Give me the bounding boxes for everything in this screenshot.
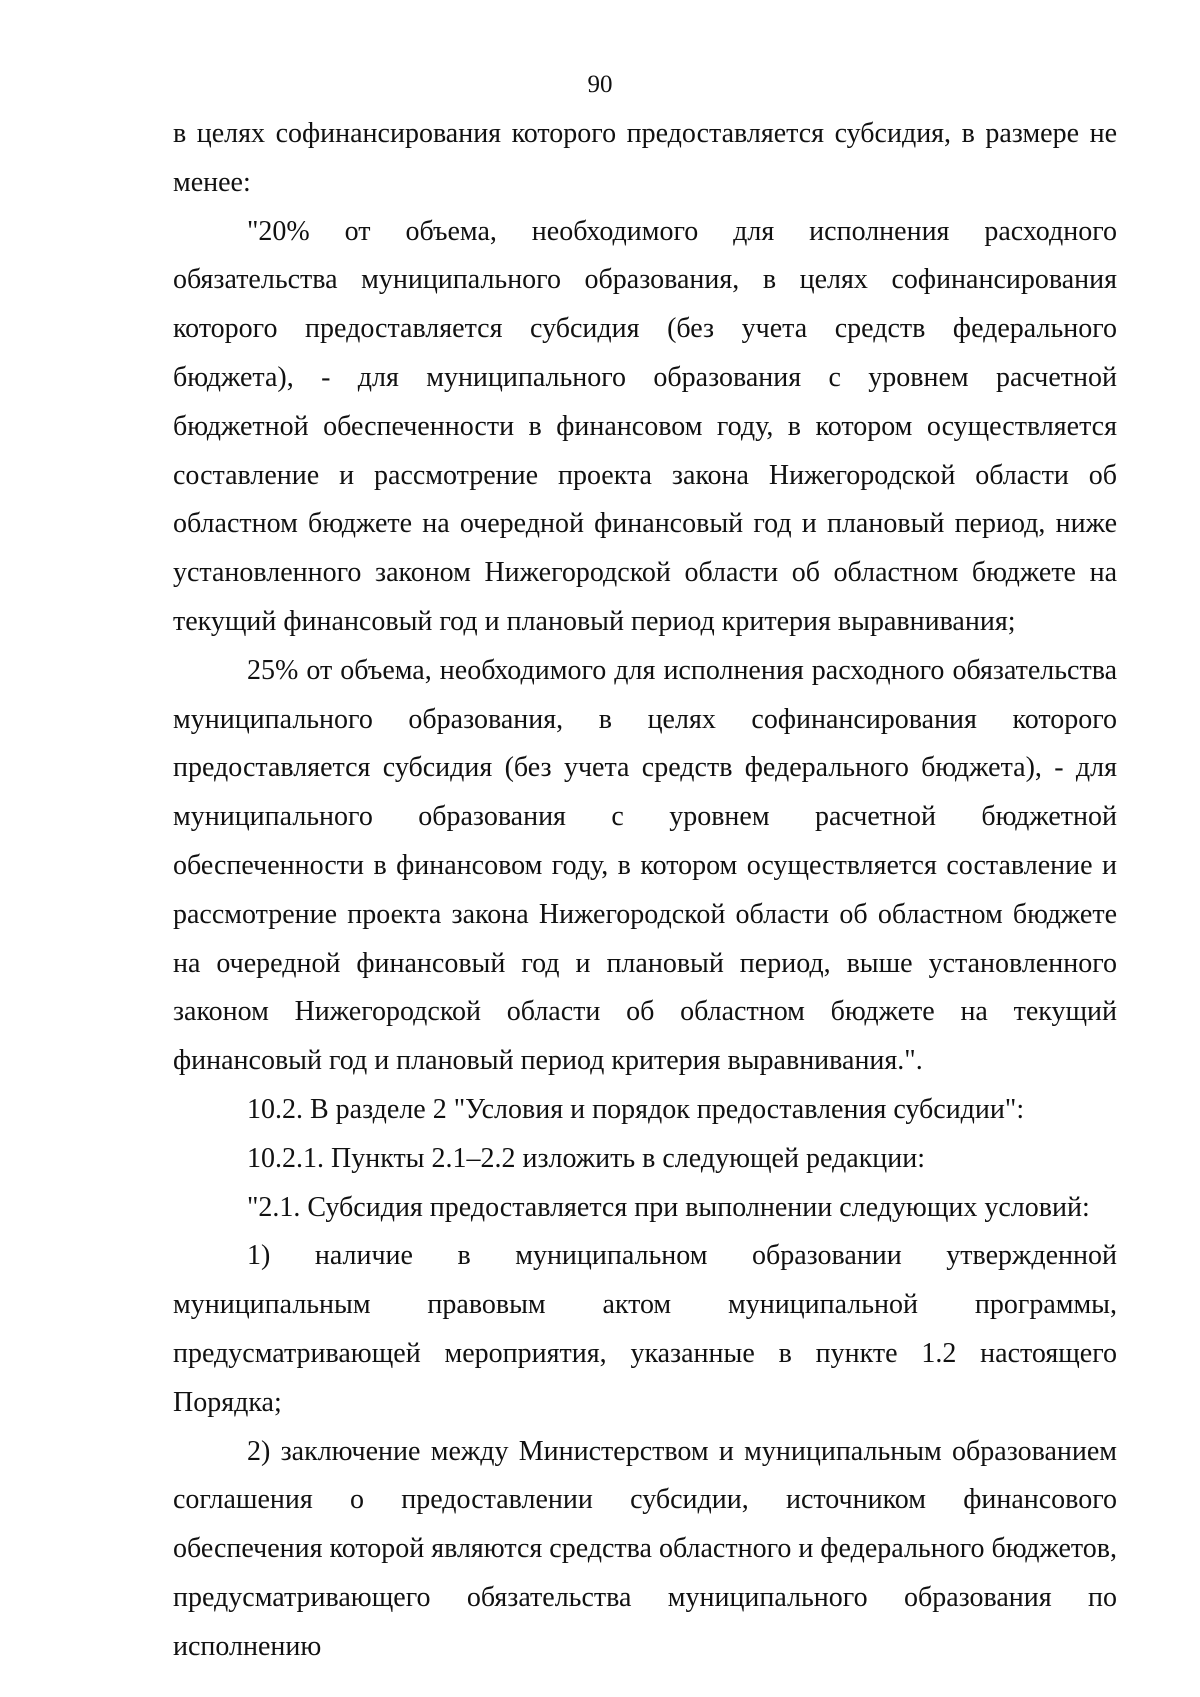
paragraph-2-1: "2.1. Субсидия предоставляется при выполнении следующих условий:	[247, 1191, 1090, 1223]
document-body	[173, 110, 1117, 1672]
paragraph-25-percent: 25% от объема, необходимого для исполнения расходного обязательства муниципального образования, в целях софинансирования которого предоставляется субсидия (без учета средств федерального бюджета), - для муниципального образования с уровнем расчетной бюджетной обеспеченности в финансовом году, в котором осуществляется составление и рассмотрение проекта закона Нижегородской области об областном бюджете на очередной финансовый год и плановый период, выше установленного законом Нижегородской области об областном бюджете на текущий финансовый год и плановый период критерия выравнивания.".	[173, 654, 1117, 1077]
paragraph-condition-1: 1) наличие в муниципальном образовании утвержденной муниципальным правовым актом муниципальной программы, предусматривающей мероприятия, указанные в пункте 1.2 настоящего Порядка;	[173, 1240, 1117, 1418]
paragraph-10-2-1: 10.2.1. Пункты 2.1–2.2 изложить в следующей редакции:	[247, 1142, 926, 1174]
paragraph-condition-2: 2) заключение между Министерством и муниципальным образованием соглашения о предоставлении субсидии, источником финансового обеспечения которой являются средства областного и федерального бюджетов, предусматривающего обязательства муниципального образования по исполнению	[173, 1435, 1117, 1662]
page-number: 90	[587, 71, 613, 98]
paragraph-10-2: 10.2. В разделе 2 "Условия и порядок предоставления субсидии":	[247, 1093, 1025, 1125]
paragraph-continuation: в целях софинансирования которого предоставляется субсидия, в размере не менее:	[173, 118, 1117, 198]
paragraph-20-percent: "20% от объема, необходимого для исполнения расходного обязательства муниципального образования, в целях софинансирования которого предоставляется субсидия (без учета средств федерального бюджета), - для муниципального образования с уровнем расчетной бюджетной обеспеченности в финансовом году, в котором осуществляется составление и рассмотрение проекта закона Нижегородской области об областном бюджете на очередной финансовый год и плановый период, ниже установленного законом Нижегородской области об областном бюджете на текущий финансовый год и плановый период критерия выравнивания;	[173, 215, 1117, 637]
